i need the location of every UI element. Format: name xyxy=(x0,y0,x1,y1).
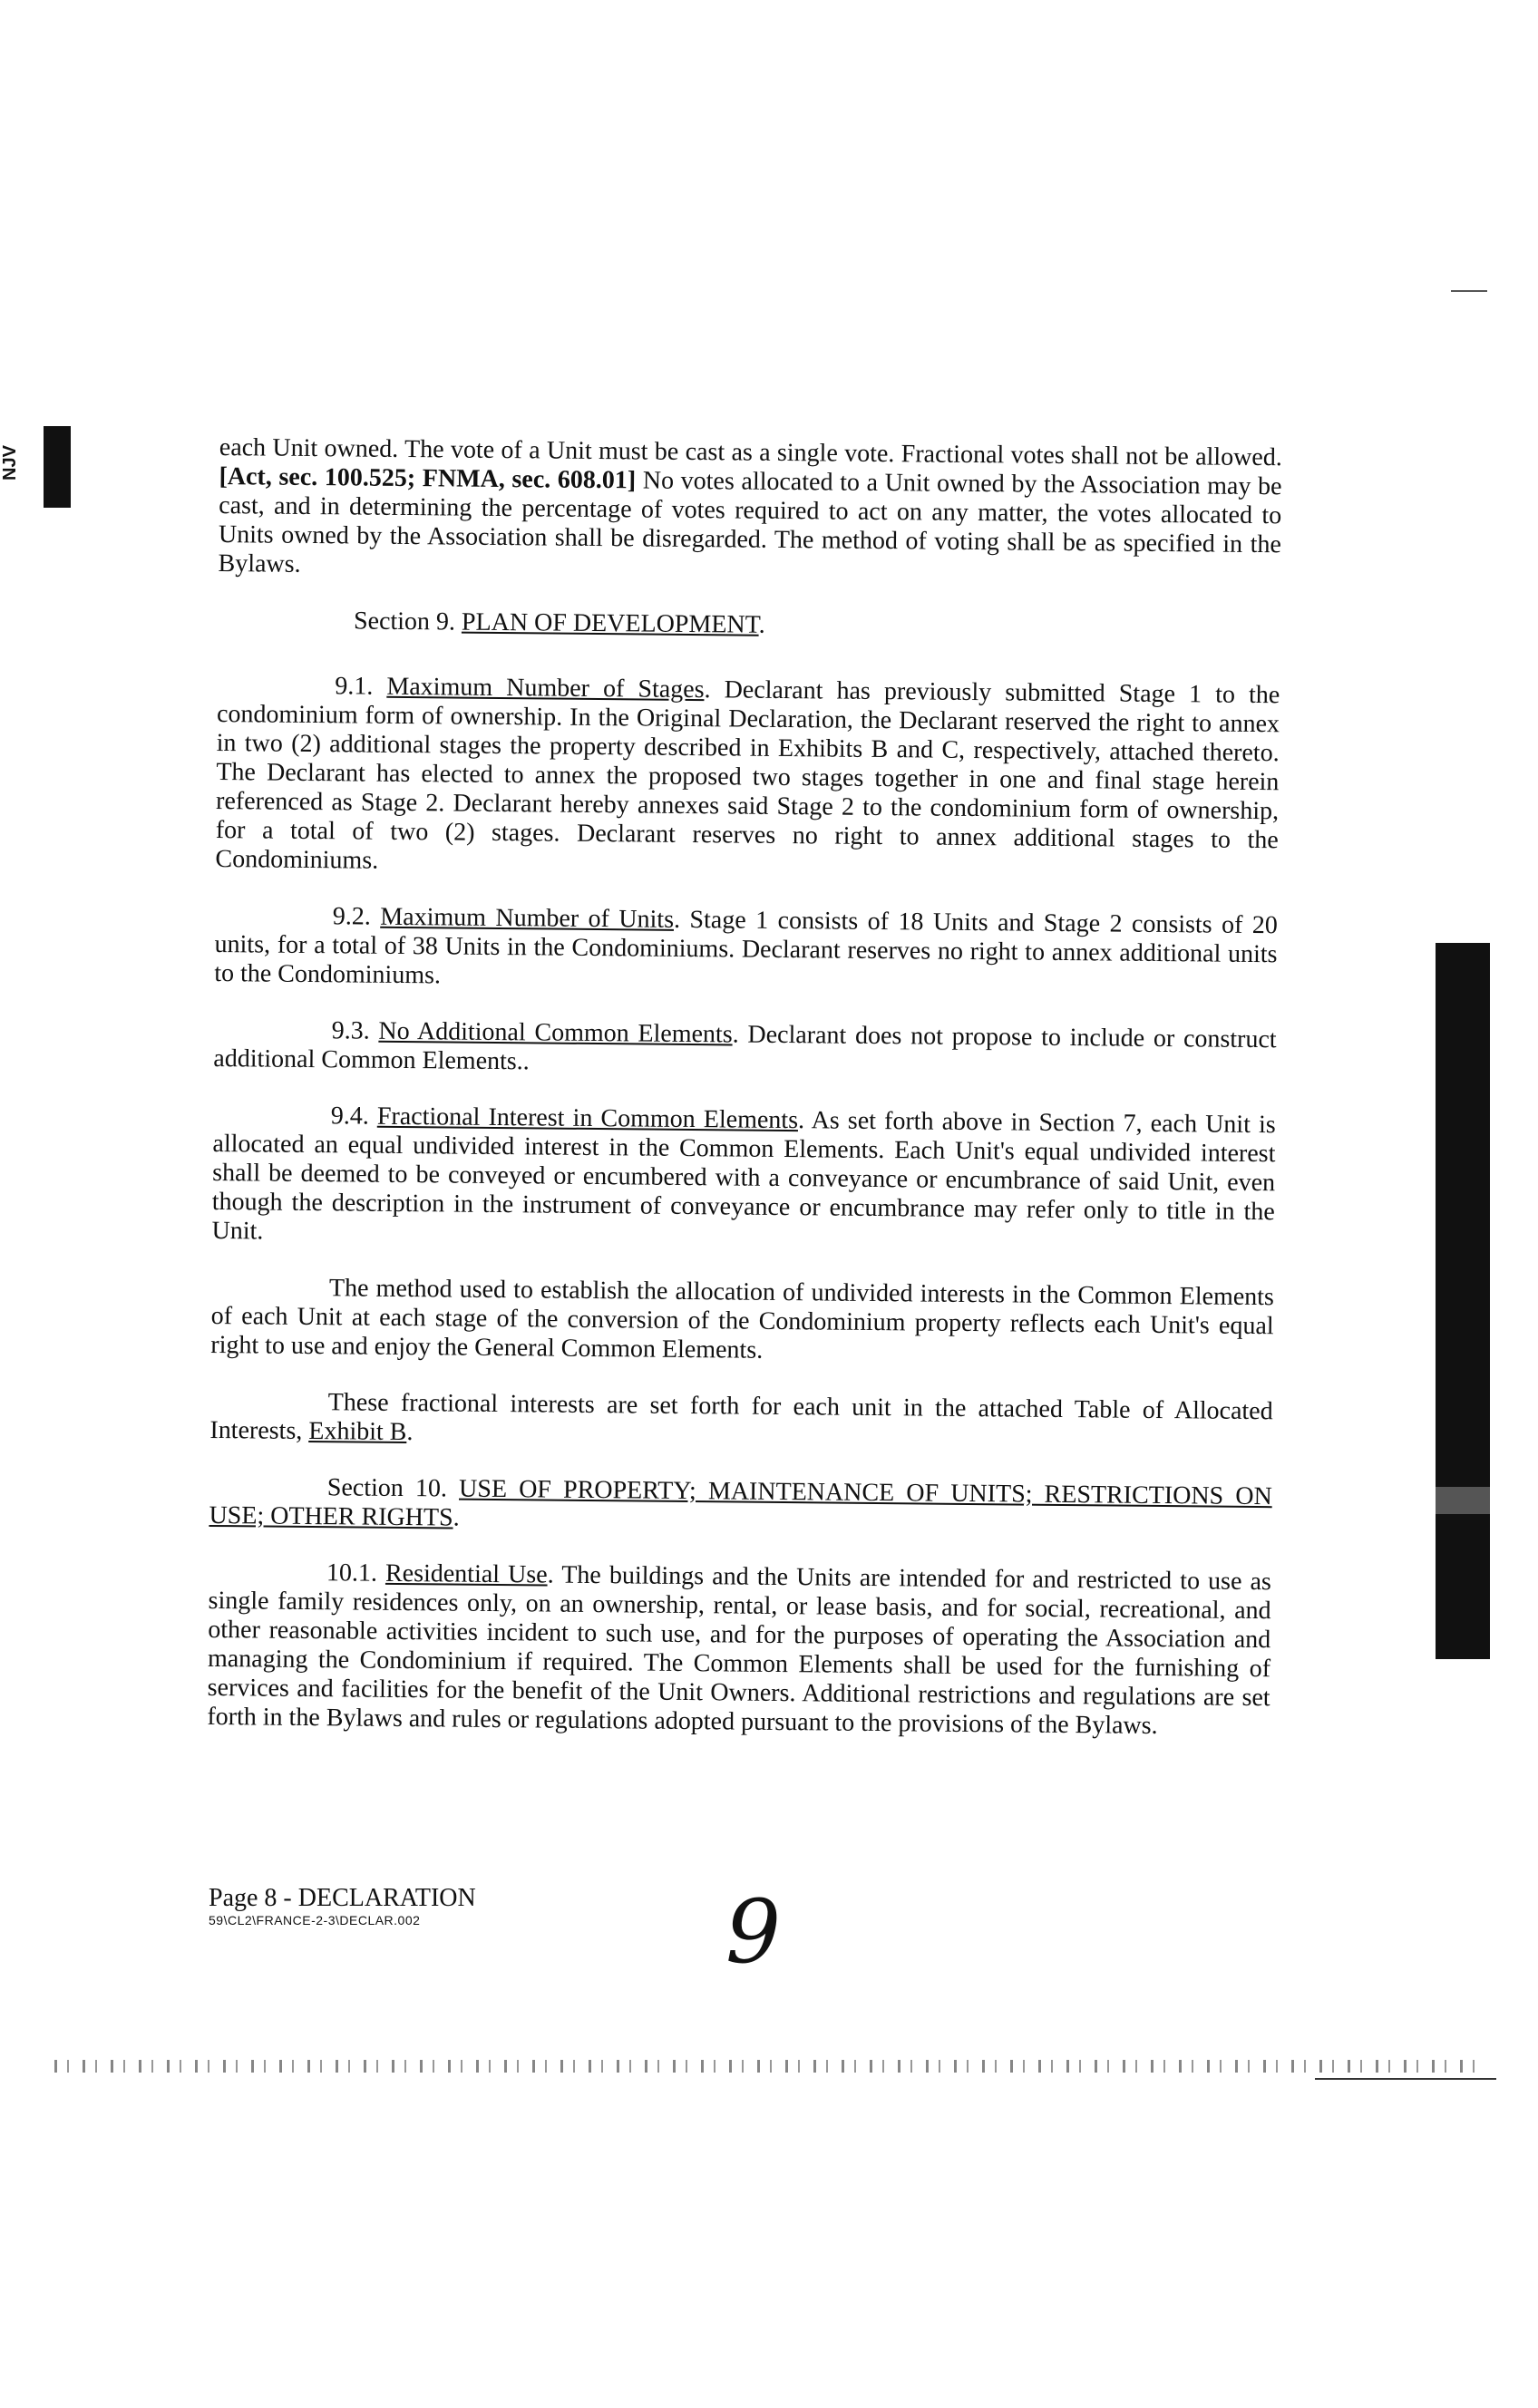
section-9-title: PLAN OF DEVELOPMENT xyxy=(461,607,759,639)
text-9-1: . Declarant has previously submitted Stage 1 to the condominium form of ownership. In the Original Declaration, the Declarant reserved the right to annex in two (2) additional stages the property described in Exhibits B and C, respectively, attached thereto. The Declarant has elected to annex the proposed two stages together in one and final stage herein referenced as Stage 2. Declarant hereby annexes said Stage 2 to the condominium form of ownership, for a total of two (2) stages. Declarant reserves no right to annex additional stages to the Condominiums. xyxy=(215,675,1280,875)
title-9-2: Maximum Number of Units xyxy=(380,902,675,934)
paragraph-9-4 xyxy=(211,1101,1275,1256)
body-text xyxy=(207,433,1282,1769)
citation: [Act, sec. 100.525; FNMA, sec. 608.01] xyxy=(219,461,637,495)
paragraph-method: The method used to establish the allocation of undivided interests in the Common Elements of each Unit at each stage of the conversion of the Condominium property reflects each Unit's equal right to use and enjoy the General Common Elements. xyxy=(210,1274,1275,1364)
section-10-title: USE OF PROPERTY; MAINTENANCE OF UNITS; RESTRICTIONS ON USE; OTHER RIGHTS xyxy=(209,1474,1272,1532)
handwritten-page-number: 9 xyxy=(725,1881,782,1983)
section-9-suffix: . xyxy=(758,610,765,639)
document-path: 59\CL2\FRANCE-2-3\DECLAR.002 xyxy=(209,1913,421,1927)
title-9-3: No Additional Common Elements xyxy=(378,1016,733,1049)
scan-noise-bottom xyxy=(54,2060,1487,2073)
text-9-3: . Declarant does not propose to include or construct additional Common Elements.. xyxy=(213,1020,1277,1076)
title-10-1: Residential Use xyxy=(384,1558,548,1589)
number-9-3: 9.3. xyxy=(331,1016,379,1045)
margin-mark: NJV xyxy=(0,445,20,481)
section-10-suffix: . xyxy=(453,1503,460,1532)
exhibit-b-reference: Exhibit B xyxy=(308,1416,407,1447)
scan-artifact-tick xyxy=(1451,290,1487,292)
paragraph-voting xyxy=(218,433,1281,588)
section-10-prefix: Section 10. xyxy=(326,1473,460,1503)
section-10-heading xyxy=(209,1472,1272,1540)
page-footer-label: Page 8 - DECLARATION xyxy=(209,1884,476,1912)
fractional-text-b: . xyxy=(406,1418,414,1447)
paragraph-fractional-interests xyxy=(209,1387,1273,1455)
number-9-1: 9.1. xyxy=(335,672,387,701)
text-9-4: . As set forth above in Section 7, each Unit is allocated an equal undivided interest in the Common Elements. Each Unit's equal undivided interest shall be deemed to be conveyed or encumbered with a conveyance or encumbrance of said Unit, even though the description in the instrument of conveyance or encumbrance may refer only to title in the Unit. xyxy=(211,1106,1276,1246)
scan-line-bottom xyxy=(1315,2078,1496,2080)
paragraph-9-1 xyxy=(215,671,1280,884)
number-9-2: 9.2. xyxy=(332,902,381,931)
title-9-1: Maximum Number of Stages xyxy=(386,672,705,704)
paragraph-9-3 xyxy=(213,1015,1277,1083)
paragraph-9-2 xyxy=(214,901,1278,998)
scan-artifact-left xyxy=(44,426,71,508)
voting-text-b: No votes allocated to a Unit owned by the Association may be cast, and in determining the percentage of votes required to act on any matter, the votes allocated to Units owned by the Association shall be disregarded. The method of voting shall be as specified in the Bylaws. xyxy=(218,466,1282,578)
fractional-text-a: These fractional interests are set forth for each unit in the attached Table of Allocated Interests, xyxy=(209,1388,1273,1445)
title-9-4: Fractional Interest in Common Elements xyxy=(376,1102,799,1135)
text-10-1: . The buildings and the Units are intended for and restricted to use as single family residences only, on an ownership, rental, or lease basis, and for social, recreational, and other reasonable activities incident to such use, and for the purposes of operating the Association and managing the Condominium if required. The Common Elements shall be used for the furnishing of services and facilities for the benefit of the Unit Owners. Additional restrictions and regulations are set forth in the Bylaws and rules or regulations adopted pursuant to the provisions of the Bylaws. xyxy=(207,1560,1272,1740)
text-9-2: . Stage 1 consists of 18 Units and Stage 2 consists of 20 units, for a total of 38 Units in the Condominiums. Declarant reserves no right to annex additional units to the Condominiums. xyxy=(214,905,1279,990)
section-9-heading xyxy=(354,607,1280,645)
number-9-4: 9.4. xyxy=(330,1102,378,1131)
section-9-prefix: Section 9. xyxy=(353,607,462,636)
paragraph-10-1 xyxy=(207,1558,1271,1742)
voting-text-a: each Unit owned. The vote of a Unit must be cast as a single vote. Fractional votes shall not be allowed. xyxy=(219,433,1282,472)
scan-artifact-right xyxy=(1436,943,1490,1659)
number-10-1: 10.1. xyxy=(326,1558,386,1588)
